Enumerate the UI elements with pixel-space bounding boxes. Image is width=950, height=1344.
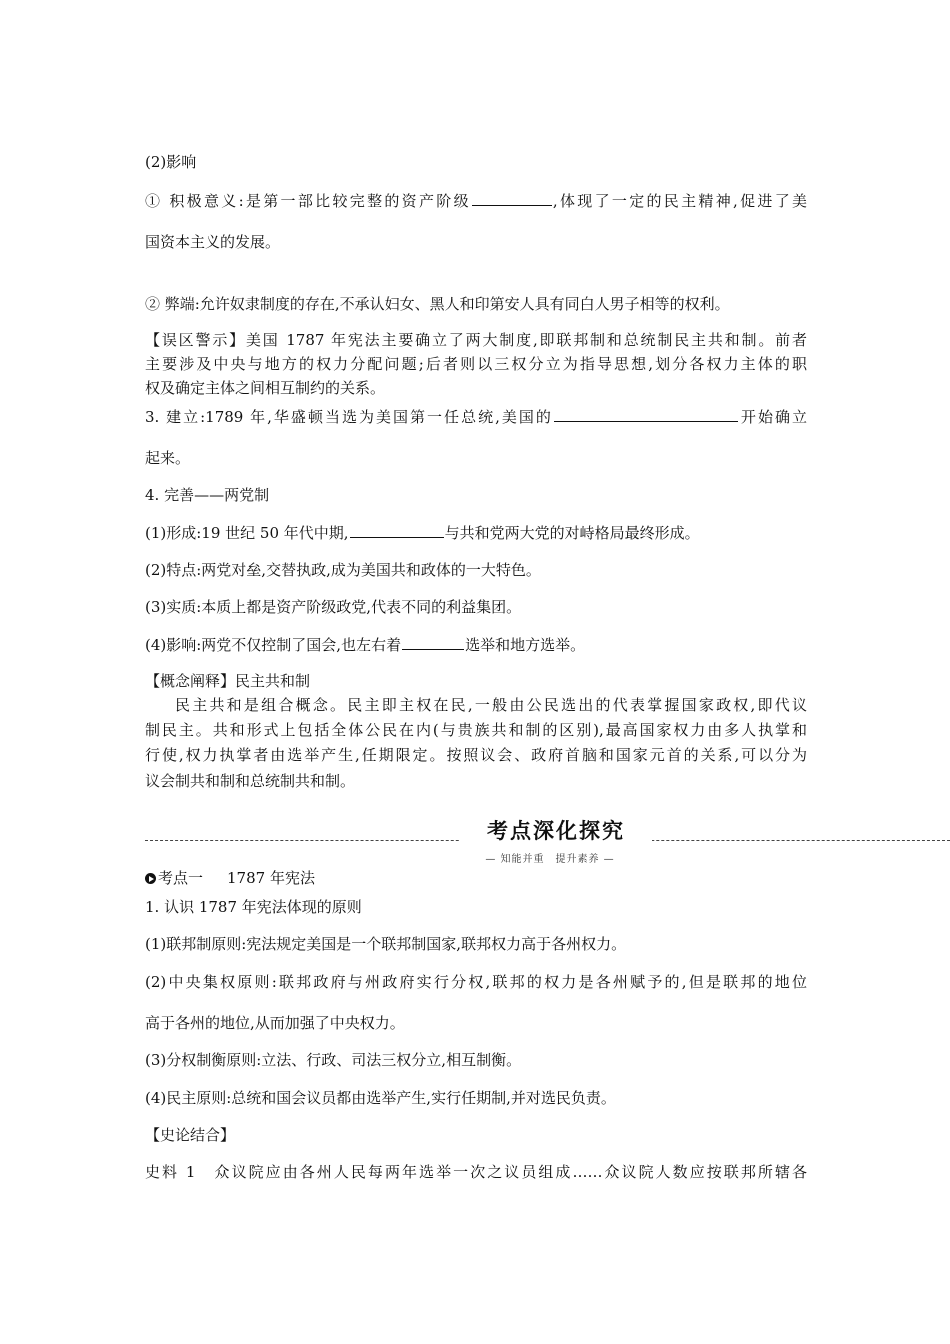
misconception-warning-line-2: 主要涉及中央与地方的权力分配问题;后者则以三权分立为指导思想,划分各权力主体的职	[145, 355, 807, 373]
democracy-principle: (4)民主原则:总统和国会议员都由选举产生,实行任期制,并对选民负责。	[145, 1089, 616, 1107]
two-party-essence: (3)实质:本质上都是资产阶级政党,代表不同的利益集团。	[145, 598, 522, 616]
two-party-formation: (1)形成:19 世纪 50 年代中期, 与共和党两大党的对峙格局最终形成。	[145, 524, 700, 542]
concept-line-4: 议会制共和制和总统制共和制。	[145, 772, 356, 790]
history-source-1: 史料 1 众议院应由各州人民每两年选举一次之议员组成……众议院人数应按联邦所辖各	[145, 1163, 807, 1181]
misconception-warning-line-3: 权及确定主体之间相互制约的关系。	[145, 379, 386, 397]
answer-blank[interactable]	[402, 634, 464, 650]
section-banner-subtitle: — 知能并重 提升素养 —	[485, 854, 615, 865]
establishment-line: 3. 建立:1789 年,华盛顿当选为美国第一任总统,美国的 开始确立	[145, 408, 807, 426]
concept-line-3: 行使,权力执掌者由选举产生,任期限定。按照议会、政府首脑和国家元首的关系,可以分为	[145, 746, 807, 764]
play-bullet-icon	[145, 873, 156, 884]
answer-blank[interactable]	[554, 406, 738, 422]
history-heading: 【史论结合】	[145, 1126, 236, 1144]
establishment-continuation: 起来。	[145, 449, 191, 467]
misconception-warning-line-1: 【误区警示】美国 1787 年宪法主要确立了两大制度,即联邦制和总统制民主共和制。前者	[145, 331, 807, 349]
principles-heading: 1. 认识 1787 年宪法体现的原则	[145, 898, 362, 916]
centralization-principle-line-2: 高于各州的地位,从而加强了中央权力。	[145, 1014, 405, 1032]
positive-significance-continuation: 国资本主义的发展。	[145, 233, 281, 251]
checks-balances-principle: (3)分权制衡原则:立法、行政、司法三权分立,相互制衡。	[145, 1051, 522, 1069]
positive-significance-line: ① 积极意义:是第一部比较完整的资产阶级 ,体现了一定的民主精神,促进了美	[145, 192, 807, 210]
federalism-principle: (1)联邦制原则:宪法规定美国是一个联邦制国家,联邦权力高于各州权力。	[145, 935, 627, 953]
concept-heading: 【概念阐释】民主共和制	[145, 672, 311, 690]
two-party-heading: 4. 完善——两党制	[145, 486, 270, 504]
answer-blank[interactable]	[350, 522, 444, 538]
impact-heading: (2)影响	[145, 153, 197, 171]
key-point-heading: 考点一 1787 年宪法	[145, 868, 807, 889]
centralization-principle-line-1: (2)中央集权原则:联邦政府与州政府实行分权,联邦的权力是各州赋予的,但是联邦的地位	[145, 973, 807, 991]
drawbacks-line: ② 弊端:允许奴隶制度的存在,不承认妇女、黑人和印第安人具有同白人男子相等的权利。	[145, 295, 730, 313]
concept-line-1: 民主共和是组合概念。民主即主权在民,一般由公民选出的代表掌握国家政权,即代议	[175, 696, 807, 714]
section-banner-title: 考点深化探究	[460, 815, 652, 845]
answer-blank[interactable]	[472, 190, 552, 206]
two-party-features: (2)特点:两党对垒,交替执政,成为美国共和政体的一大特色。	[145, 561, 541, 579]
concept-line-2: 制民主。共和形式上包括全体公民在内(与贵族共和制的区别),最高国家权力由多人执掌和	[145, 721, 807, 739]
two-party-influence: (4)影响:两党不仅控制了国会,也左右着 选举和地方选举。	[145, 636, 586, 654]
